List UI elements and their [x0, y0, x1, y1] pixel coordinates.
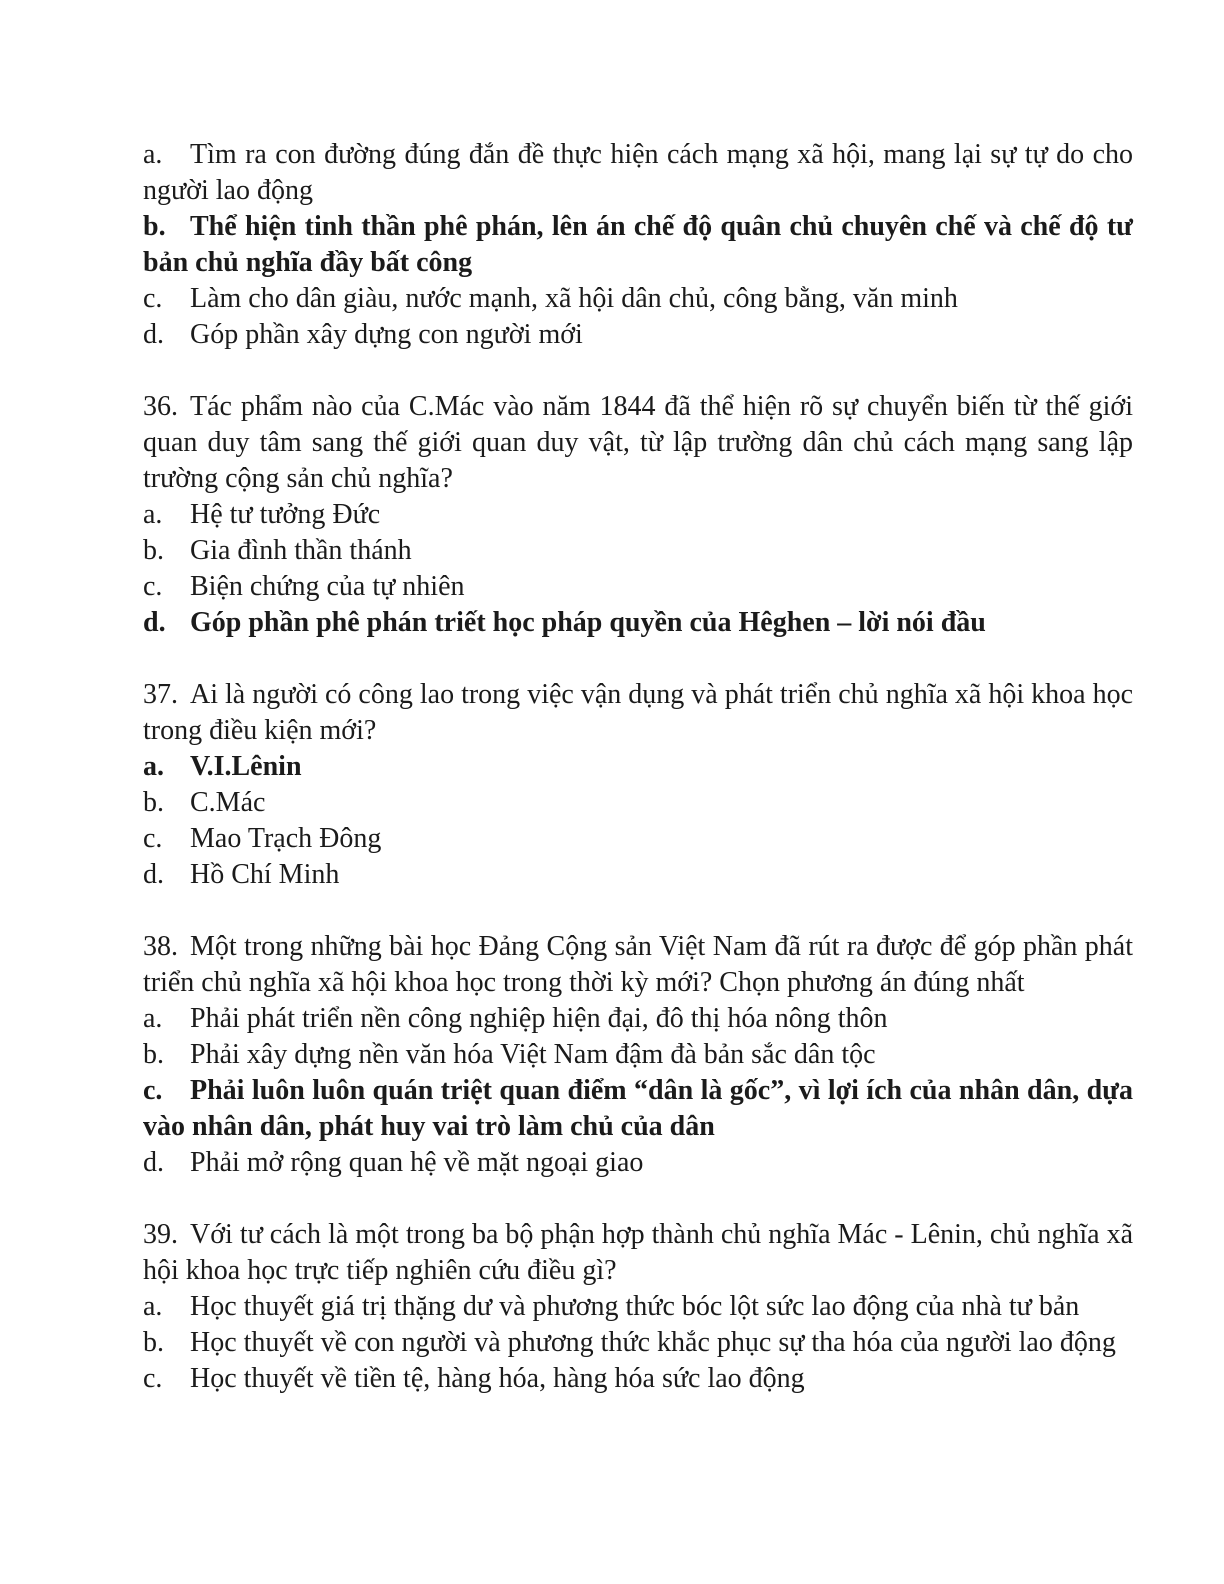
option-paragraph [143, 749, 1133, 785]
option-paragraph [143, 281, 1133, 317]
question-number: 38. [143, 931, 178, 962]
option-label: b. [143, 1039, 164, 1070]
option-label: a. [143, 1003, 163, 1034]
option-label: b. [143, 535, 164, 566]
question-number: 36. [143, 391, 178, 422]
option-text: Hệ tư tưởng Đức [190, 499, 381, 530]
question-text: Với tư cách là một trong ba bộ phận hợp thành chủ nghĩa Mác - Lênin, chủ nghĩa xã hội khoa học trực tiếp nghiên cứu điều gì? [143, 1219, 1133, 1286]
options-block [143, 137, 1133, 353]
question-list [143, 137, 1133, 1397]
option-label: a. [143, 499, 163, 530]
option-text: Thể hiện tinh thần phê phán, lên án chế độ quân chủ chuyên chế và chế độ tư bản chủ nghĩa đầy bất công [143, 211, 1133, 278]
option-label: d. [143, 319, 164, 350]
option-paragraph [143, 497, 1133, 533]
option-paragraph [143, 785, 1133, 821]
option-text: V.I.Lênin [190, 751, 302, 782]
option-paragraph [143, 137, 1133, 209]
question-text: Ai là người có công lao trong việc vận dụng và phát triển chủ nghĩa xã hội khoa học trong điều kiện mới? [143, 679, 1133, 746]
option-paragraph [143, 1361, 1133, 1397]
option-paragraph [143, 1289, 1133, 1325]
option-label: c. [143, 283, 163, 314]
option-label: b. [143, 211, 166, 242]
option-text: Phải phát triển nền công nghiệp hiện đại, đô thị hóa nông thôn [190, 1003, 888, 1034]
option-label: c. [143, 571, 163, 602]
question-paragraph [143, 677, 1133, 749]
question-paragraph [143, 1217, 1133, 1289]
option-paragraph [143, 1145, 1133, 1181]
question-block [143, 929, 1133, 1181]
question-number: 39. [143, 1219, 178, 1250]
option-paragraph [143, 821, 1133, 857]
option-text: Hồ Chí Minh [190, 859, 340, 890]
option-text: Làm cho dân giàu, nước mạnh, xã hội dân chủ, công bằng, văn minh [190, 283, 958, 314]
option-text: Mao Trạch Đông [190, 823, 382, 854]
option-paragraph [143, 1073, 1133, 1145]
option-paragraph [143, 857, 1133, 893]
question-number: 37. [143, 679, 178, 710]
option-text: Học thuyết giá trị thặng dư và phương thức bóc lột sức lao động của nhà tư bản [190, 1291, 1080, 1322]
question-block [143, 389, 1133, 641]
option-text: Học thuyết về con người và phương thức khắc phục sự tha hóa của người lao động [190, 1327, 1116, 1358]
option-label: d. [143, 1147, 164, 1178]
option-paragraph [143, 533, 1133, 569]
option-text: Tìm ra con đường đúng đắn đề thực hiện cách mạng xã hội, mang lại sự tự do cho người lao động [143, 139, 1133, 206]
option-text: Biện chứng của tự nhiên [190, 571, 465, 602]
option-text: Phải mở rộng quan hệ về mặt ngoại giao [190, 1147, 644, 1178]
option-label: b. [143, 787, 164, 818]
option-text: C.Mác [190, 787, 266, 818]
option-label: a. [143, 1291, 163, 1322]
question-paragraph [143, 929, 1133, 1001]
option-paragraph [143, 1325, 1133, 1361]
question-text: Tác phẩm nào của C.Mác vào năm 1844 đã thể hiện rõ sự chuyển biến từ thế giới quan duy tâm sang thế giới quan duy vật, từ lập trường dân chủ cách mạng sang lập trường cộng sản chủ nghĩa? [143, 391, 1133, 494]
option-paragraph [143, 317, 1133, 353]
option-paragraph [143, 1001, 1133, 1037]
question-text: Một trong những bài học Đảng Cộng sản Việt Nam đã rút ra được để góp phần phát triển chủ nghĩa xã hội khoa học trong thời kỳ mới? Chọn phương án đúng nhất [143, 931, 1133, 998]
option-paragraph [143, 209, 1133, 281]
option-label: a. [143, 751, 164, 782]
option-label: d. [143, 859, 164, 890]
option-text: Phải luôn luôn quán triệt quan điểm “dân là gốc”, vì lợi ích của nhân dân, dựa vào nhân dân, phát huy vai trò làm chủ của dân [143, 1075, 1133, 1142]
question-block [143, 1217, 1133, 1397]
option-label: c. [143, 1363, 163, 1394]
option-text: Góp phần xây dựng con người mới [190, 319, 583, 350]
option-paragraph [143, 605, 1133, 641]
option-label: d. [143, 607, 166, 638]
option-paragraph [143, 569, 1133, 605]
option-paragraph [143, 1037, 1133, 1073]
option-text: Góp phần phê phán triết học pháp quyền của Hêghen – lời nói đầu [190, 607, 986, 638]
option-label: b. [143, 1327, 164, 1358]
question-paragraph [143, 389, 1133, 497]
option-label: c. [143, 1075, 163, 1106]
option-text: Gia đình thần thánh [190, 535, 412, 566]
option-text: Học thuyết về tiền tệ, hàng hóa, hàng hóa sức lao động [190, 1363, 805, 1394]
option-label: a. [143, 139, 163, 170]
question-block [143, 677, 1133, 893]
option-text: Phải xây dựng nền văn hóa Việt Nam đậm đà bản sắc dân tộc [190, 1039, 876, 1070]
option-label: c. [143, 823, 163, 854]
